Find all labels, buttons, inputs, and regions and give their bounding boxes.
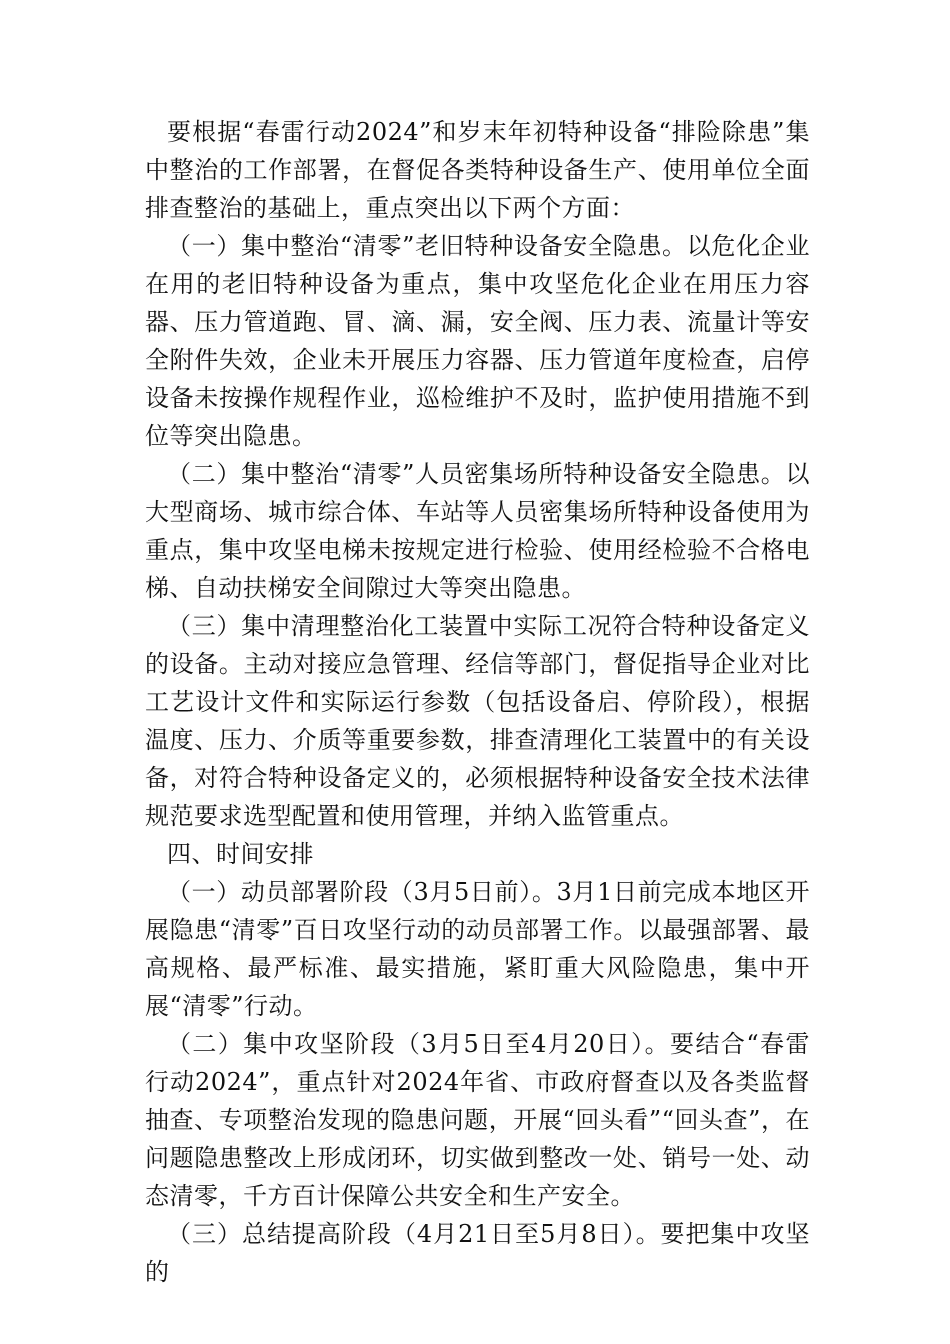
paragraph-item-3: （三）集中清理整治化工装置中实际工况符合特种设备定义的设备。主动对接应急管理、经信等部门，督促指导企业对比工艺设计文件和实际运行参数（包括设备启、停阶段），根据温度、压力、介质等重要参数，排查清理化工装置中的有关设备，对符合特种设备定义的，必须根据特种设备安全技术法律规范要求选型配置和使用管理，并纳入监管重点。 [145, 612, 810, 830]
paragraph-phase-2: （二）集中攻坚阶段（3月5日至4月20日）。要结合“春雷行动2024”，重点针对2024年省、市政府督查以及各类监督抽查、专项整治发现的隐患问题，开展“回头看”“回头查”，在问题隐患整改上形成闭环，切实做到整改一处、销号一处、动态清零，千方百计保障公共安全和生产安全。 [145, 1030, 810, 1210]
paragraph-item-2: （二）集中整治“清零”人员密集场所特种设备安全隐患。以大型商场、城市综合体、车站等人员密集场所特种设备使用为重点，集中攻坚电梯未按规定进行检验、使用经检验不合格电梯、自动扶梯安全间隙过大等突出隐患。 [145, 460, 810, 602]
paragraph-item-1: （一）集中整治“清零”老旧特种设备安全隐患。以危化企业在用的老旧特种设备为重点，集中攻坚危化企业在用压力容器、压力管道跑、冒、滴、漏，安全阀、压力表、流量计等安全附件失效，企业未开展压力容器、压力管道年度检查，启停设备未按操作规程作业，巡检维护不及时，监护使用措施不到位等突出隐患。 [145, 232, 810, 450]
document-body [145, 113, 810, 1291]
paragraph-phase-1: （一）动员部署阶段（3月5日前）。3月1日前完成本地区开展隐患“清零”百日攻坚行动的动员部署工作。以最强部署、最高规格、最严标准、最实措施，紧盯重大风险隐患，集中开展“清零”行动。 [145, 878, 810, 1020]
paragraph-intro: 要根据“春雷行动2024”和岁末年初特种设备“排险除患”集中整治的工作部署，在督促各类特种设备生产、使用单位全面排查整治的基础上，重点突出以下两个方面： [145, 118, 810, 222]
section-heading-schedule: 四、时间安排 [167, 840, 314, 868]
paragraph-phase-3: （三）总结提高阶段（4月21日至5月8日）。要把集中攻坚的 [145, 1220, 810, 1286]
